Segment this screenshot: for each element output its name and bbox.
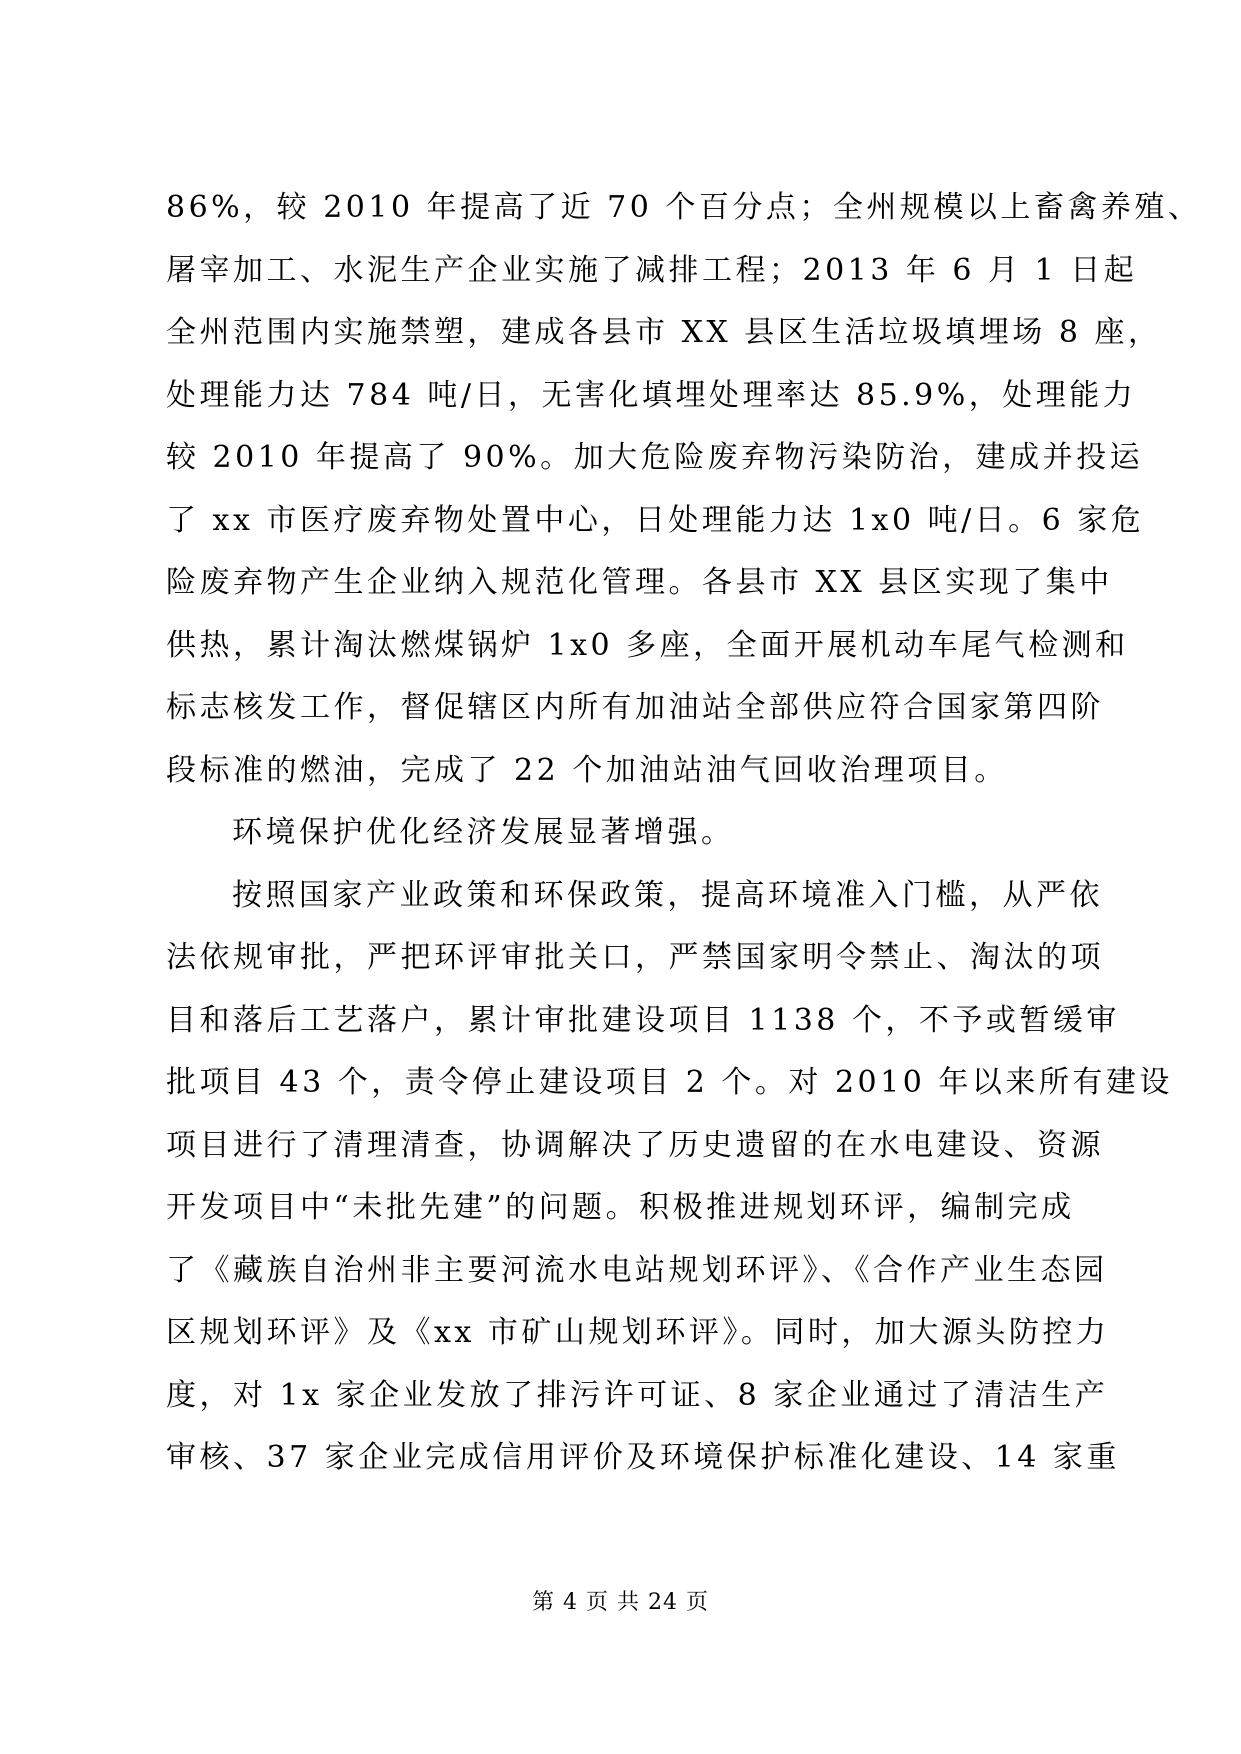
text-line: 批项目 43 个，责令停止建设项目 2 个。对 2010 年以来所有建设 [166, 1065, 1173, 1100]
text-line: 全州范围内实施禁塑，建成各县市 XX 县区生活垃圾填埋场 8 座， [166, 315, 1162, 350]
text-line: 供热，累计淘汰燃煤锅炉 1x0 多座，全面开展机动车尾气检测和 [166, 628, 1129, 663]
text-line: 法依规审批，严把环评审批关口，严禁国家明令禁止、淘汰的项 [166, 940, 1104, 975]
text-line: 处理能力达 784 吨/日，无害化填埋处理率达 85.9%，处理能力 [166, 378, 1137, 413]
text-line: 项目进行了清理清查，协调解决了历史遗留的在水电建设、资源 [166, 1128, 1104, 1163]
text-line: 了 xx 市医疗废弃物处置中心，日处理能力达 1x0 吨/日。6 家危 [166, 503, 1145, 538]
text-line: 险废弃物产生企业纳入规范化管理。各县市 XX 县区实现了集中 [166, 565, 1113, 600]
text-line: 度，对 1x 家企业发放了排污许可证、8 家企业通过了清洁生产 [166, 1378, 1109, 1413]
text-line: 86%，较 2010 年提高了近 70 个百分点；全州规模以上畜禽养殖、 [166, 190, 1202, 225]
text-line: 按照国家产业政策和环保政策，提高环境准入门槛，从严依 [232, 878, 1103, 913]
text-line: 屠宰加工、水泥生产企业实施了减排工程；2013 年 6 月 1 日起 [166, 253, 1138, 288]
text-line: 标志核发工作，督促辖区内所有加油站全部供应符合国家第四阶 [166, 690, 1104, 725]
text-line: 目和落后工艺落户，累计审批建设项目 1138 个，不予或暂缓审 [166, 1003, 1120, 1038]
text-line: 较 2010 年提高了 90%。加大危险废弃物污染防治，建成并投运 [166, 440, 1144, 475]
text-line: 区规划环评》及《xx 市矿山规划环评》。同时，加大源头防控力 [166, 1315, 1110, 1350]
text-line: 段标准的燃油，完成了 22 个加油站油气回收治理项目。 [166, 753, 1008, 788]
section-heading: 环境保护优化经济发展显著增强。 [232, 815, 735, 850]
text-line: 开发项目中“未批先建”的问题。积极推进规划环评，编制完成 [166, 1190, 1075, 1225]
text-line: 了《藏族自治州非主要河流水电站规划环评》、《合作产业生态园 [166, 1253, 1108, 1288]
page-number-footer: 第 4 页 共 24 页 [532, 1590, 709, 1615]
text-line: 审核、37 家企业完成信用评价及环境保护标准化建设、14 家重 [166, 1440, 1120, 1475]
